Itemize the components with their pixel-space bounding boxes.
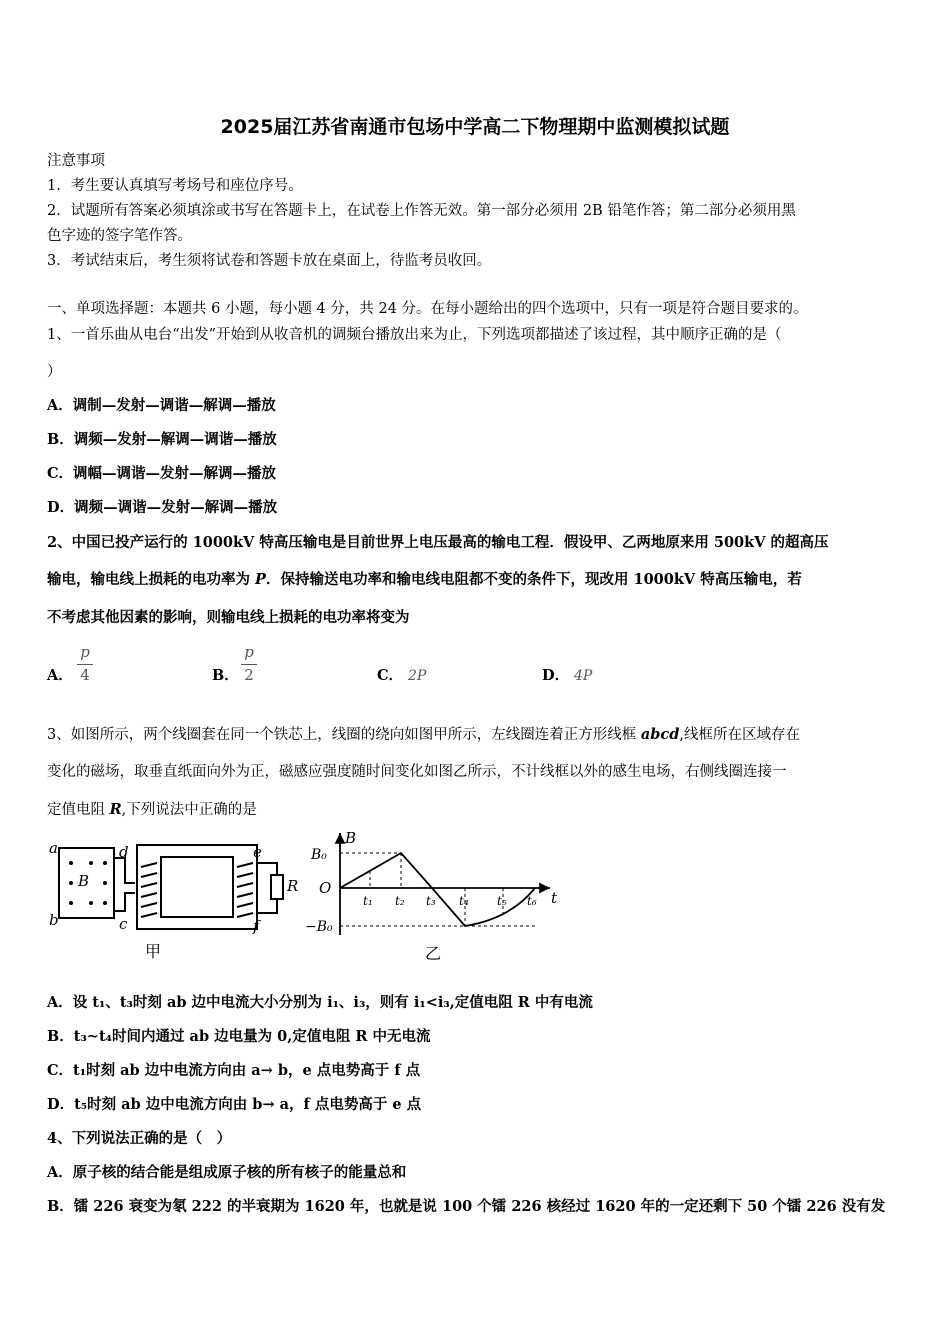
q2-a-denominator: 4 (80, 666, 90, 684)
q2-stem-line3: 不考虑其他因素的影响，则输电线上损耗的电功率将变为 (47, 609, 410, 626)
label-B: B (78, 872, 90, 890)
left-coil (141, 863, 157, 917)
q3-stem-line1: 3、如图所示，两个线圈套在同一个铁芯上，线圈的绕向如图甲所示，左线圈连着正方形线框 abcd,线框所在区域存在 (47, 726, 800, 743)
q2-stem-line1: 2、中国已投产运行的 1000kV 特高压输电是目前世界上电压最高的输电工程．假设甲、乙两地原来用 500kV 的超高压 (47, 534, 829, 551)
q2-a-fraction-bar (77, 664, 93, 665)
resistor (271, 875, 283, 899)
label-d: d (119, 843, 129, 861)
label-c: c (119, 915, 128, 933)
q3-option-c: C．t₁时刻 ab 边中电流方向由 a→ b，e 点电势高于 f 点 (47, 1062, 421, 1079)
label-e: e (253, 843, 262, 861)
q3-option-a: A．设 t₁、t₃时刻 ab 边中电流大小分别为 i₁、i₃，则有 i₁<i₃,定值电阻 R 中有电流 (47, 994, 593, 1011)
q2-d-value: 4P (574, 668, 593, 684)
q3-stem-line2: 变化的磁场，取垂直纸面向外为正，磁感应强度随时间变化如图乙所示，不计线框以外的感生电场，右侧线圈连接一 (47, 764, 787, 780)
q1-option-b: B．调频—发射—解调—调谐—播放 (47, 431, 277, 448)
q1-stem: 1、一首乐曲从电台“出发”开始到从收音机的调频台播放出来为止，下列选项都描述了该过程，其中顺序正确的是（ (47, 327, 782, 343)
q4-option-b: B．镭 226 衰变为氡 222 的半衰期为 1620 年，也就是说 100 个镭 226 核经过 1620 年的一定还剩下 50 个镭 226 没有发 (47, 1198, 886, 1215)
q1-option-a: A．调制—发射—调谐—解调—播放 (47, 397, 276, 414)
tick-t4: t₄ (459, 894, 469, 908)
label-B0: B₀ (311, 847, 327, 863)
q4-option-a: A．原子核的结合能是组成原子核的所有核子的能量总和 (47, 1164, 407, 1181)
notice-heading: 注意事项 (47, 153, 105, 169)
q4-stem: 4、下列说法正确的是（ ） (47, 1130, 232, 1147)
tick-t5: t₅ (497, 894, 507, 908)
wire-f (257, 899, 277, 913)
tick-t1: t₁ (363, 894, 373, 908)
q2-label-a: A． (47, 667, 73, 684)
q2-a-numerator: p (80, 643, 90, 661)
q2-stem-line2: 输电，输电线上损耗的电功率为 P．保持输送电功率和输电线电阻都不变的条件下，现改用 1000kV 特高压输电，若 (47, 571, 802, 588)
label-O: O (319, 879, 332, 897)
guide-lines (340, 853, 535, 926)
q2-b-fraction-bar (241, 664, 257, 665)
b-curve-rise (340, 853, 432, 888)
wire-e (257, 863, 277, 875)
q2-label-d: D． (542, 667, 570, 684)
figure-b-t-graph (305, 827, 570, 967)
q3-stem-line3: 定值电阻 R,下列说法中正确的是 (47, 801, 257, 818)
label-R: R (287, 877, 299, 895)
q2-b-denominator: 2 (244, 666, 254, 684)
q1-stem-end: ） (47, 364, 62, 380)
label-b: b (49, 911, 59, 929)
figure-transformer (45, 833, 305, 963)
q3-option-b: B．t₃~t₄时间内通过 ab 边电量为 0,定值电阻 R 中无电流 (47, 1028, 431, 1045)
caption-yi: 乙 (425, 944, 442, 963)
lead-c (114, 893, 135, 911)
q1-option-c: C．调幅—调谐—发射—解调—播放 (47, 465, 277, 482)
label-t-axis: t (551, 889, 558, 907)
b-curve-fall (432, 888, 535, 926)
tick-t2: t₂ (395, 894, 405, 908)
section-heading: 一、单项选择题：本题共 6 小题，每小题 4 分，共 24 分。在每小题给出的四个选项中，只有一项是符合题目要求的。 (47, 301, 808, 317)
notice-item-1: 1．考生要认真填写考场号和座位序号。 (47, 178, 303, 194)
label-neg-B0: −B₀ (305, 919, 333, 935)
q2-c-value: 2P (408, 668, 427, 684)
label-f: f (253, 917, 259, 935)
q1-option-d: D．调频—调谐—发射—解调—播放 (47, 499, 278, 516)
label-B-axis: B (345, 829, 357, 847)
q2-b-numerator: p (244, 643, 254, 661)
lead-d (114, 858, 135, 883)
tick-t6: t₆ (527, 894, 537, 908)
right-coil (237, 863, 253, 917)
q2-label-b: B． (212, 667, 239, 684)
q3-option-d: D．t₅时刻 ab 边中电流方向由 b→ a，f 点电势高于 e 点 (47, 1096, 422, 1113)
label-a: a (49, 839, 58, 857)
q2-label-c: C． (377, 667, 404, 684)
notice-item-2: 2．试题所有答案必须填涂或书写在答题卡上，在试卷上作答无效。第一部分必须用 2B 铅笔作答；第二部分必须用黑 (47, 203, 796, 219)
notice-item-2-cont: 色字迹的签字笔作答。 (47, 228, 192, 244)
caption-jia: 甲 (145, 942, 162, 961)
page-title: 2025届江苏省南通市包场中学高二下物理期中监测模拟试题 (220, 116, 730, 138)
notice-item-3: 3．考试结束后，考生须将试卷和答题卡放在桌面上，待监考员收回。 (47, 253, 492, 269)
iron-core-inner (161, 857, 233, 917)
tick-t3: t₃ (426, 894, 436, 908)
